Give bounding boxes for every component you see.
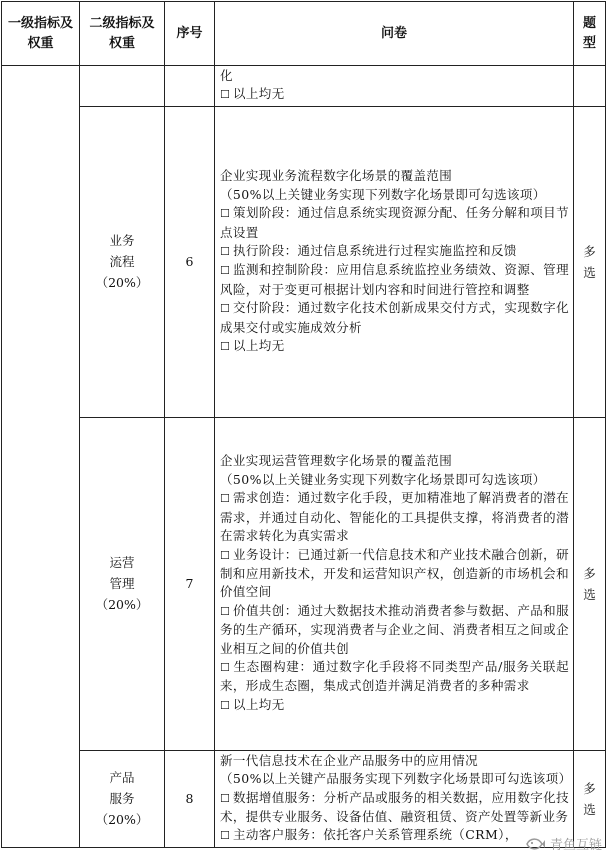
- dimension-cell: 产品 服务 （20%）: [80, 750, 165, 847]
- first-level-cell: [2, 66, 80, 848]
- checkbox-icon: ☐: [220, 548, 231, 562]
- checkbox-icon: ☐: [220, 88, 231, 102]
- dimension-cell: 运营 管理 （20%）: [80, 417, 165, 750]
- questionnaire-table: [1, 1, 606, 848]
- fish-logo-icon: [526, 836, 546, 852]
- question-note: （50%以上关键业务实现下列数字化场景即可勾选该项）: [220, 471, 546, 487]
- checkbox-icon: ☐: [220, 264, 231, 278]
- dimension-cell: 业务 流程 （20%）: [80, 106, 165, 417]
- question-note: （50%以上关键产品服务实现下列数字化场景即可勾选该项）: [220, 771, 572, 787]
- number-cell: 8: [165, 750, 215, 847]
- question-title: 企业实现运营管理数字化场景的覆盖范围: [220, 453, 453, 469]
- question-text: 化: [220, 68, 233, 83]
- header-number: 序号: [165, 2, 215, 66]
- option-item: ☐ 以上均无: [220, 337, 569, 356]
- type-cell: 多 选: [574, 750, 606, 847]
- dimension-cell: [80, 66, 165, 107]
- option-item: ☐ 生态圈构建：通过数字化手段将不同类型产品/服务关联起来，形成生态圈，集成式创造并满足消费者的多种需求: [220, 658, 569, 694]
- table-row: [2, 417, 606, 750]
- checkbox-icon: ☐: [220, 207, 231, 221]
- checkbox-icon: ☐: [220, 604, 231, 618]
- option-item: ☐ 策划阶段：通过信息系统实现资源分配、任务分解和项目节点设置: [220, 205, 569, 240]
- checkbox-icon: ☐: [220, 492, 231, 506]
- header-questionnaire: 问卷: [215, 2, 574, 66]
- checkbox-icon: ☐: [220, 791, 231, 805]
- option-item: ☐ 以上均无: [220, 85, 569, 104]
- option-item: ☐ 监测和控制阶段：应用信息系统监控业务绩效、资源、管理风险，对于变更可根据计划内容和时间进行管控和调整: [220, 262, 569, 297]
- option-item: ☐ 交付阶段：通过数字化技术创新成果交付方式，实现数字化成果交付或实施成效分析: [220, 300, 569, 335]
- checkbox-icon: ☐: [220, 829, 231, 843]
- header-row: [2, 2, 606, 66]
- header-second-level: 二级指标及权重: [80, 2, 165, 66]
- checkbox-icon: ☐: [220, 339, 231, 353]
- option-item: ☐ 以上均无: [220, 696, 569, 715]
- question-cell: [215, 750, 574, 847]
- type-cell: 多 选: [574, 417, 606, 750]
- table-row: [2, 750, 606, 847]
- table-row: [2, 66, 606, 107]
- option-item: ☐ 需求创造：通过数字化手段，更加精准地了解消费者的潜在需求，并通过自动化、智能化的工具提供支撑，将消费者的潜在需求转化为真实需求: [220, 490, 569, 544]
- type-cell: [574, 66, 606, 107]
- watermark-text: 青鱼互链: [549, 838, 602, 853]
- table-row: [2, 106, 606, 417]
- checkbox-icon: ☐: [220, 660, 231, 674]
- number-cell: [165, 66, 215, 107]
- question-note: （50%以上关键业务实现下列数字化场景即可勾选该项）: [220, 186, 546, 202]
- header-type: 题型: [574, 2, 606, 66]
- header-first-level: 一级指标及权重: [2, 2, 80, 66]
- question-title: 企业实现业务流程数字化场景的覆盖范围: [220, 168, 453, 184]
- option-item: ☐ 价值共创：通过大数据技术推动消费者参与数据、产品和服务的生产循环，实现消费者与企业之间、消费者相互之间或企业相互之间的价值共创: [220, 602, 569, 656]
- option-item: ☐ 主动客户服务：依托客户关系管理系统（CRM），: [220, 826, 569, 845]
- option-item: ☐ 数据增值服务：分析产品或服务的相关数据，应用数字化技术，提供专业服务、设备估值、融资租赁、资产处置等新业务: [220, 789, 569, 825]
- type-cell: 多 选: [574, 106, 606, 417]
- option-item: ☐ 执行阶段：通过信息系统进行过程实施监控和反馈: [220, 242, 569, 261]
- watermark: [526, 834, 602, 853]
- question-cell: [215, 66, 574, 107]
- checkbox-icon: ☐: [220, 302, 231, 316]
- question-title: 新一代信息技术在企业产品服务中的应用情况: [220, 752, 479, 768]
- checkbox-icon: ☐: [220, 698, 231, 712]
- question-cell: [215, 106, 574, 417]
- option-item: ☐ 业务设计：已通过新一代信息技术和产业技术融合创新，研制和应用新技术，开发和运营知识产权，创造新的市场机会和价值空间: [220, 546, 569, 600]
- question-cell: [215, 417, 574, 750]
- number-cell: 6: [165, 106, 215, 417]
- checkbox-icon: ☐: [220, 244, 231, 258]
- number-cell: 7: [165, 417, 215, 750]
